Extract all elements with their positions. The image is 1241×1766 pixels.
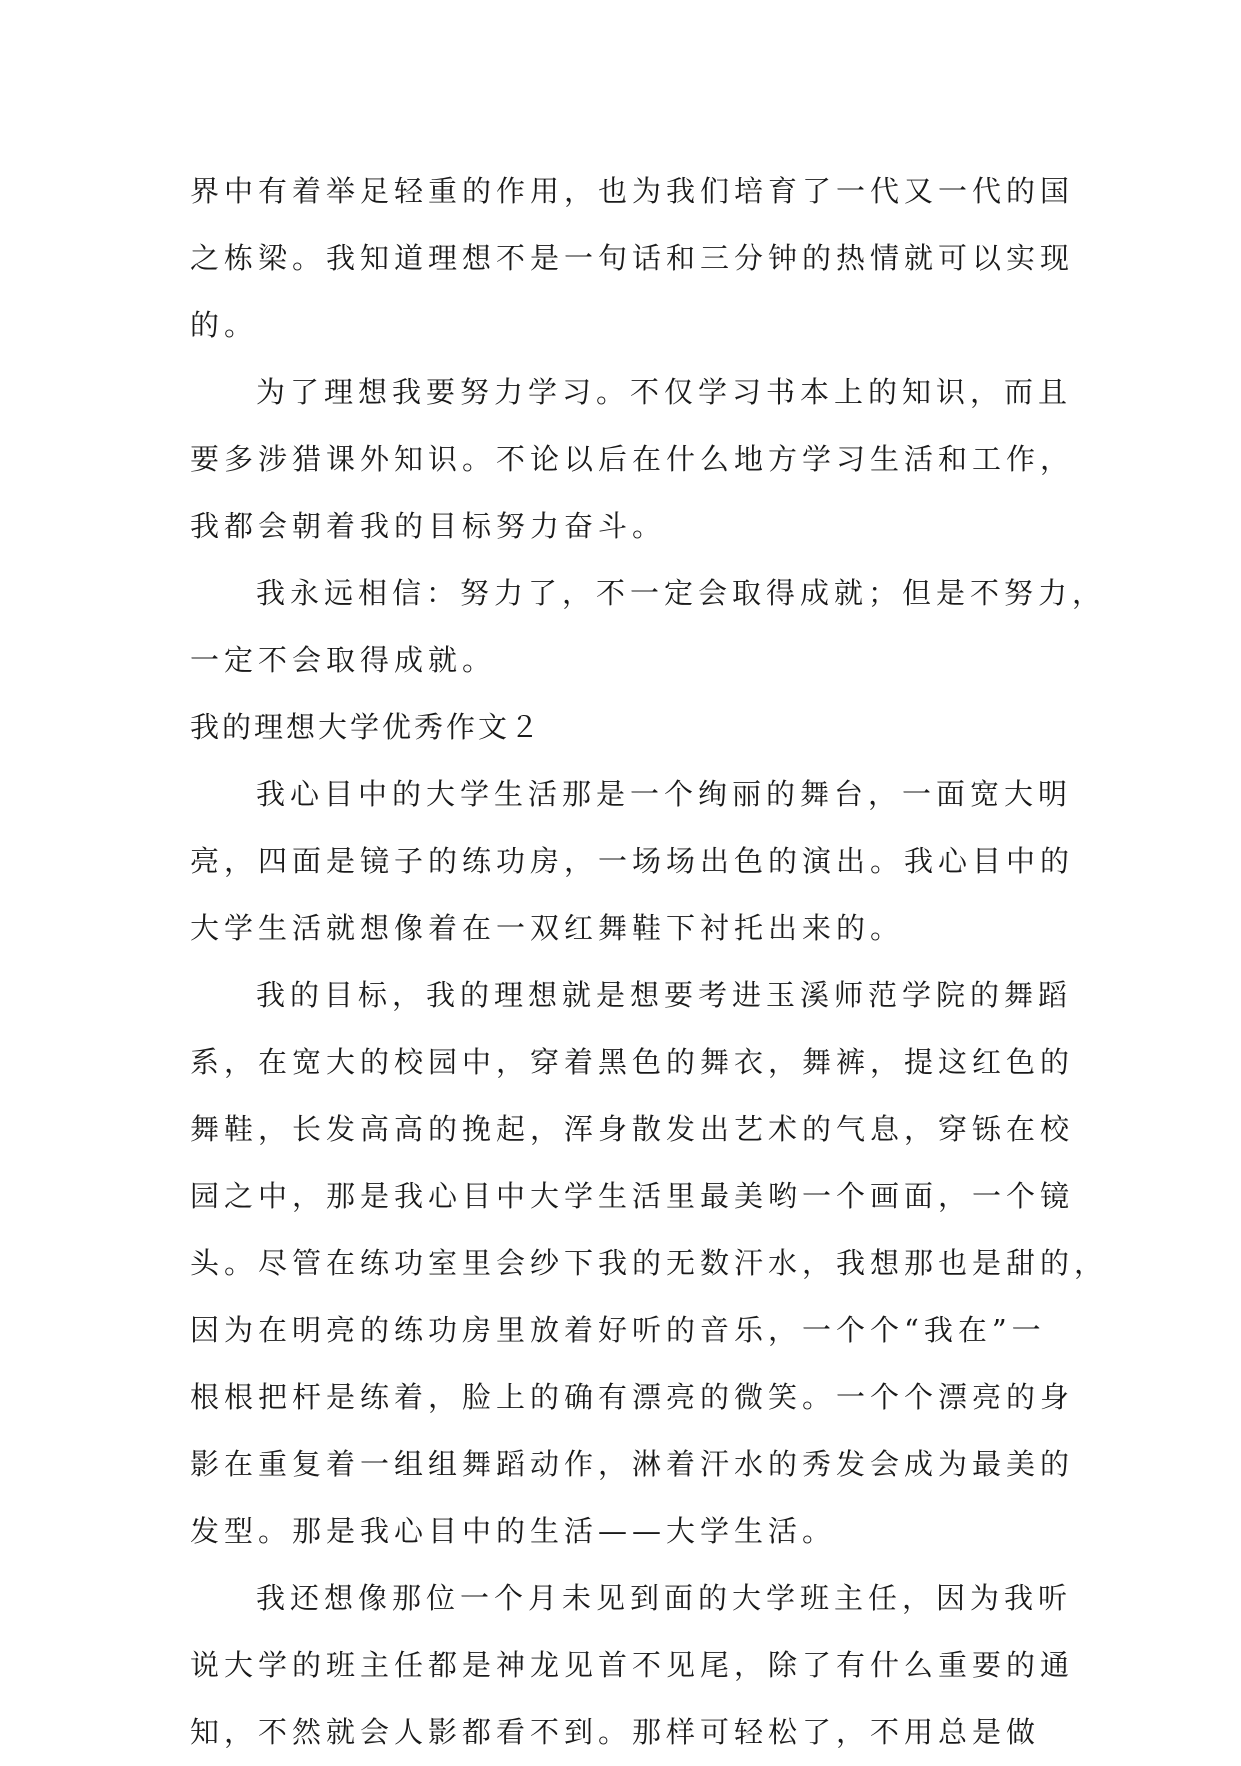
- text-line: 的。: [190, 308, 259, 342]
- text-line: 根根把杆是练着，脸上的确有漂亮的微笑。一个个漂亮的身: [190, 1380, 1075, 1414]
- text-line: 园之中，那是我心目中大学生活里最美哟一个画面，一个镜: [190, 1179, 1075, 1213]
- text-line: 影在重复着一组组舞蹈动作，淋着汗水的秀发会成为最美的: [190, 1447, 1075, 1481]
- text-line: 大学生活就想像着在一双红舞鞋下衬托出来的。: [190, 911, 905, 945]
- text-line: 因为在明亮的练功房里放着好听的音乐，一个个“我在”一: [190, 1313, 1046, 1347]
- text-line: 说大学的班主任都是神龙见首不见尾，除了有什么重要的通: [190, 1648, 1075, 1682]
- text-line: 亮，四面是镜子的练功房，一场场出色的演出。我心目中的: [190, 844, 1075, 878]
- paragraph-start-line: 我心目中的大学生活那是一个绚丽的舞台，一面宽大明: [256, 777, 1073, 811]
- text-line: 发型。那是我心目中的生活——大学生活。: [190, 1514, 837, 1548]
- paragraph-start-line: 为了理想我要努力学习。不仅学习书本上的知识，而且: [256, 375, 1073, 409]
- text-line: 界中有着举足轻重的作用，也为我们培育了一代又一代的国: [190, 174, 1075, 208]
- text-line: 系，在宽大的校园中，穿着黑色的舞衣，舞裤，提这红色的: [190, 1045, 1075, 1079]
- text-line: 舞鞋，长发高高的挽起，浑身散发出艺术的气息，穿铄在校: [190, 1112, 1075, 1146]
- text-line: 头。尽管在练功室里会纱下我的无数汗水，我想那也是甜的，: [190, 1246, 1109, 1280]
- essay-heading: 我的理想大学优秀作文２: [190, 710, 543, 744]
- text-line: 一定不会取得成就。: [190, 643, 497, 677]
- text-line: 知，不然就会人影都看不到。那样可轻松了，不用总是做: [190, 1715, 1041, 1749]
- paragraph-start-line: 我永远相信：努力了，不一定会取得成就；但是不努力，: [256, 576, 1107, 610]
- paragraph-start-line: 我的目标，我的理想就是想要考进玉溪师范学院的舞蹈: [256, 978, 1073, 1012]
- text-line: 要多涉猎课外知识。不论以后在什么地方学习生活和工作，: [190, 442, 1075, 476]
- text-line: 之栋梁。我知道理想不是一句话和三分钟的热情就可以实现: [190, 241, 1075, 275]
- text-line: 我都会朝着我的目标努力奋斗。: [190, 509, 667, 543]
- paragraph-start-line: 我还想像那位一个月未见到面的大学班主任，因为我听: [256, 1581, 1073, 1615]
- essay-body: [190, 158, 1109, 1766]
